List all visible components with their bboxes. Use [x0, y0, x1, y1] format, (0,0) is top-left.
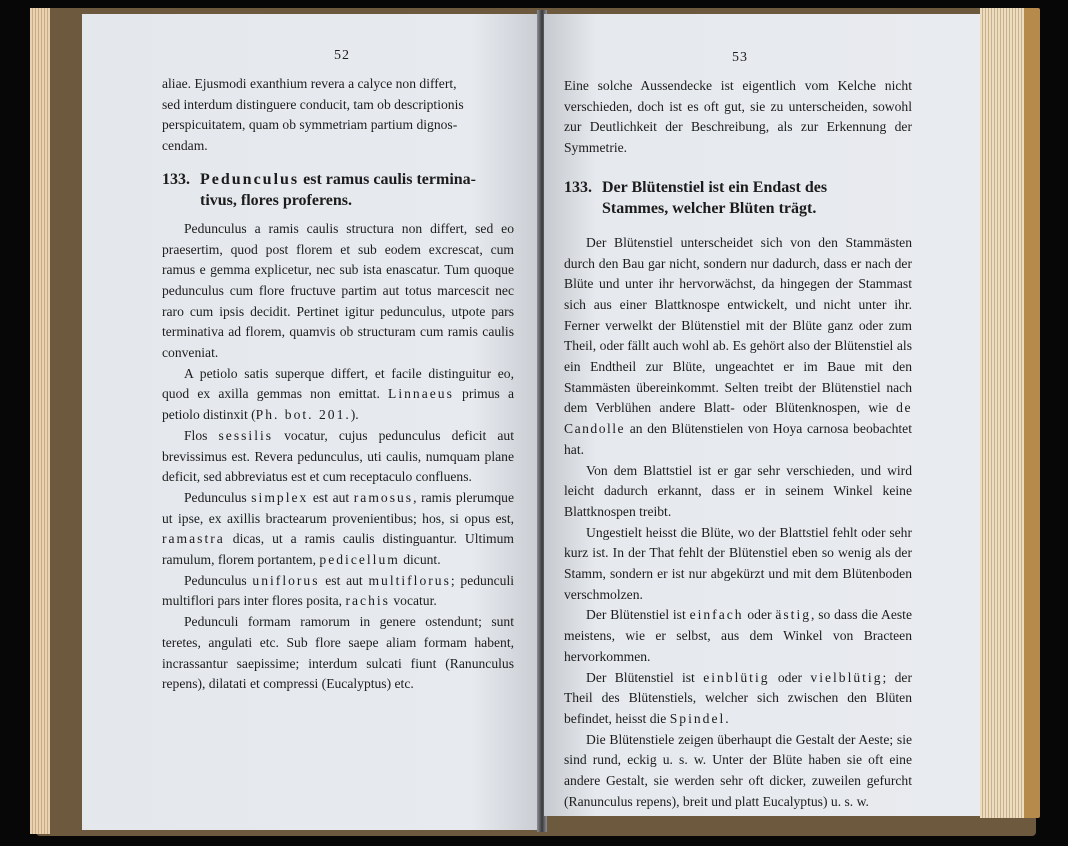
section-number: 133.	[162, 170, 190, 188]
paragraph: Der Blütenstiel unterscheidet sich von den Stammästen durch den Bau gar nicht, sondern nur dadurch, dass er nach der Blüte und unter ihr hervorwächst, da hingegen der Stammast sich aus einer Blattknospe entwickelt, und nicht unter ihr. Ferner verwelkt der Blütenstiel mit der Blüte ganz oder zum Theil, oder fällt auch wohl ab. Es gehört also der Blütenstiel als ein Endtheil zur Blüte, ungeachtet er im Baue mit den Stammästen übereinkommt. Selten treibt der Blütenstiel nach dem Verblühen andere Blatt- oder Blütenknospen, wie de Candolle an den Blütenstielen von Hoya carnosa beobachtet hat.	[564, 234, 912, 457]
intro-paragraph: Eine solche Aussendecke ist eigentlich vom Kelche nicht verschieden, doch ist es oft gut, sie zu unterscheiden, sowohl zur Deutlichkeit der Beschreibung, als zur Erkennung der Symmetrie.	[564, 78, 912, 156]
term: ramastra	[162, 531, 225, 547]
term: sessilis	[218, 427, 274, 443]
paragraph: Der Blütenstiel ist einblütig oder vielblütig; der Theil des Blütenstiels, welcher sich zwischen den Blüten befindet, heisst die Spindel.	[564, 669, 912, 726]
heading-text: Stammes, welcher Blüten trägt.	[602, 199, 817, 217]
paragraph: Ungestielt heisst die Blüte, wo der Blattstiel fehlt oder sehr kurz ist. In der That fehlt der Blütenstiel eben so wenig als der Stamm, sondern er ist nur abgekürzt und mit dem Blütenboden verschmolzen.	[564, 524, 912, 602]
term: ästig	[775, 607, 812, 623]
section-number: 133.	[564, 178, 592, 196]
right-text-block	[564, 76, 912, 813]
heading-spaced-word: Pedunculus	[200, 170, 300, 188]
term: pedicellum	[319, 552, 400, 568]
paragraph: A petiolo satis superque differt, et facile distinguitur eo, quod ex axilla gemmas non emittat. Linnaeus primus a petiolo distinxit (Ph. bot. 201.).	[162, 365, 514, 423]
right-page	[544, 14, 980, 816]
paragraph: Der Blütenstiel ist einfach oder ästig, so dass die Aeste meistens, wie er selbst, aus dem Winkel von Bracteen hervorkommen.	[564, 607, 912, 664]
term: multiflorus	[368, 572, 451, 588]
term: ramosus	[353, 489, 414, 505]
page-number-left: 52	[334, 48, 350, 63]
term: einfach	[689, 607, 744, 623]
paragraph: Pedunculi formam ramorum in genere ostendunt; sunt teretes, angulati etc. Sub flore saepe aliam formam habent, incrassantur saepissime; interdum sulcati fiunt (Ranunculus repens), dilatati et compressi (Eucalyptus) etc.	[162, 614, 514, 692]
heading-text: Der Blütenstiel ist ein Endast des	[602, 178, 828, 196]
page-edges-left	[30, 8, 50, 834]
page-number-right: 53	[732, 50, 748, 65]
paragraph: Von dem Blattstiel ist er gar sehr verschieden, und wird leicht dadurch erkannt, dass er in seinem Winkel keine Blattknospen treibt.	[564, 462, 912, 519]
heading-text: est ramus caulis termina-	[299, 170, 476, 188]
author-name: Linnaeus	[388, 386, 454, 402]
section-heading-left	[162, 169, 514, 211]
term: vielblütig	[810, 669, 883, 685]
heading-text: tivus, flores proferens.	[200, 191, 352, 209]
paragraph: Flos sessilis vocatur, cujus pedunculus deficit aut brevissimus est. Revera pedunculus, uti caulis, numquam plane deficit, sed abbreviatus est et cum receptaculo confluens.	[162, 427, 515, 485]
section-heading-right	[564, 177, 912, 219]
term: einblütig	[703, 669, 770, 685]
intro-line: cendam.	[162, 138, 208, 154]
term: rachis	[345, 593, 390, 609]
paragraph: Pedunculus simplex est aut ramosus, ramis plerumque ut ipse, ex axillis bractearum provenientibus; hos, si opus est, ramastra dicas, ut a ramis caulis distinguantur. Ultimum ramulum, florem portantem, pedicellum dicunt.	[162, 489, 514, 568]
paragraph: Die Blütenstiele zeigen überhaupt die Gestalt der Aeste; sie sind rund, eckig u. s. w. Unter der Blüte haben sie oft eine andere Gestalt, sie werden sehr oft dicker, zuweilen gefurcht (Ranunculus repens), breit und platt Eucalyptus) u. s. w.	[564, 731, 912, 809]
intro-line: sed interdum distinguere conducit, tam ob descriptionis	[162, 96, 464, 112]
intro-line: aliae. Ejusmodi exanthium revera a calyce non differt,	[162, 76, 457, 91]
term: Spindel	[669, 710, 726, 726]
intro-line: perspicuitatem, quam ob symmetriam partium dignos-	[162, 117, 458, 133]
paragraph: Pedunculus uniflorus est aut multiflorus; pedunculi multiflori pars inter flores posita, rachis vocatur.	[162, 572, 514, 609]
author-name: de Candolle	[564, 400, 912, 437]
paragraph: Pedunculus a ramis caulis structura non differt, sed eo praesertim, quod post florem et sub eodem excrescat, cum ramus e gemma explicetur, nec sub ista enascatur. Tum quoque pedunculus cum flore fructuve partim aut totus marcescit nec raro cum ipsis decidit. Pertinet igitur pedunculus, utpote pars terminativa ad florem, quamvis ob structuram cum ramis caulis conveniat.	[162, 220, 514, 361]
term: simplex	[251, 489, 309, 505]
reference: Ph. bot. 201.	[255, 407, 351, 423]
term: uniflorus	[252, 572, 320, 588]
left-page	[82, 14, 540, 830]
page-edges-right	[980, 8, 1024, 818]
left-text-block	[162, 74, 514, 695]
